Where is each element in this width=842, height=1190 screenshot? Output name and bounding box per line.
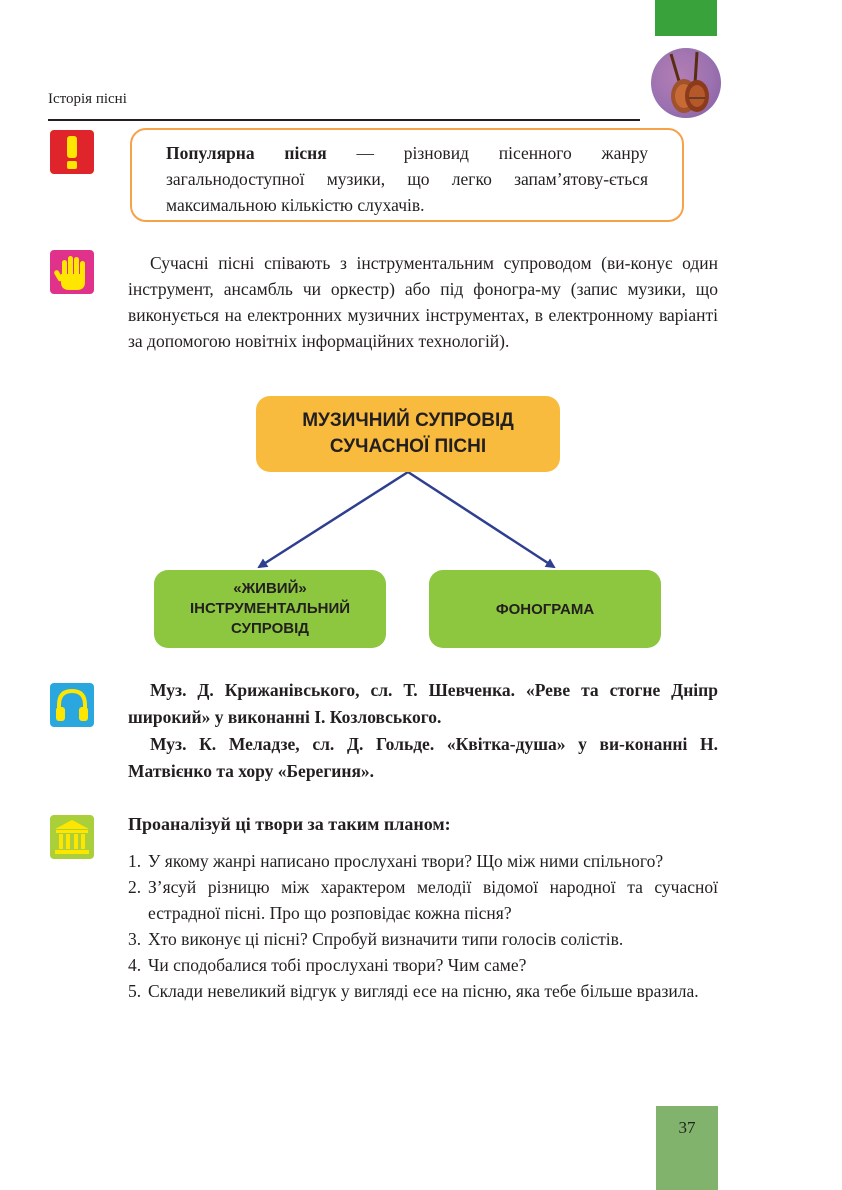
task-text: Склади невеликий відгук у вигляді есе на пісню, яка тебе більше вразила.	[148, 981, 699, 1001]
listening-section	[128, 677, 718, 785]
arrow-left	[259, 472, 408, 567]
task-number: 3.	[128, 929, 142, 949]
task-number: 4.	[128, 955, 142, 975]
hand-icon	[50, 250, 94, 294]
exclamation-icon	[50, 130, 94, 174]
task-item	[128, 952, 718, 978]
task-number: 5.	[128, 981, 142, 1001]
task-number: 1.	[128, 851, 142, 871]
section-color-tab	[655, 0, 717, 36]
intro-paragraph: Сучасні пісні співають з інструментальним супроводом (ви-конує один інструмент, ансамбль чи оркестр) або під фоногра-му (запис музики, що виконується на електронних музичних інструментах, в електронному варіанті за допомогою новітніх інформаційних технологій).	[128, 253, 718, 351]
definition-text	[166, 140, 648, 218]
definition-body: — різновид пісенного жанру загальнодоступної музики, що легко запам’ятову-ється максимальною кількістю слухачів.	[166, 143, 649, 215]
headphones-icon	[50, 683, 94, 727]
diagram-root-box	[256, 396, 560, 472]
task-text: З’ясуй різницю між характером мелодії відомої народної та сучасної естрадної пісні. Про що розповідає кожна пісня?	[148, 877, 718, 923]
task-item	[128, 874, 718, 926]
task-text: У якому жанрі написано прослухані твори? Що між ними спільного?	[148, 851, 664, 871]
task-item	[128, 978, 718, 1004]
task-title: Проаналізуй ці твори за таким планом:	[128, 814, 451, 834]
diagram-phonogram-box	[429, 570, 661, 648]
diagram-left-line3: СУПРОВІД	[231, 620, 309, 637]
task-item	[128, 926, 718, 952]
task-item	[128, 848, 718, 874]
page-number: 37	[678, 1118, 696, 1137]
definition-term: Популярна пісня	[166, 143, 327, 163]
diagram-left-line2: ІНСТРУМЕНТАЛЬНИЙ	[189, 600, 351, 617]
diagram-root-line2: СУЧАСНОЇ ПІСНІ	[329, 436, 487, 457]
building-icon	[50, 815, 94, 859]
task-text: Хто виконує ці пісні? Спробуй визначити типи голосів солістів.	[148, 929, 624, 949]
header-divider	[48, 119, 640, 121]
listening-item: Муз. К. Меладзе, сл. Д. Гольде. «Квітка-душа» у ви-конанні Н. Матвієнко та хору «Берегиня».	[128, 734, 718, 781]
task-text: Чи сподобалися тобі прослухані твори? Чим саме?	[148, 955, 527, 975]
task-list	[128, 848, 718, 1004]
diagram-left-line1: «ЖИВИЙ»	[233, 580, 307, 597]
section-title: Історія пісні	[48, 91, 127, 107]
listening-item: Муз. Д. Крижанівського, сл. Т. Шевченка. «Реве та стогне Дніпр широкий» у виконанні І. Козловського.	[128, 680, 718, 727]
violin-icon	[651, 48, 721, 118]
diagram-right-label: ФОНОГРАМА	[495, 600, 595, 618]
diagram-root-line1: МУЗИЧНИЙ СУПРОВІД	[302, 410, 514, 431]
diagram-live-accompaniment-box	[154, 570, 386, 648]
arrow-right	[408, 472, 554, 567]
task-number: 2.	[128, 877, 142, 897]
